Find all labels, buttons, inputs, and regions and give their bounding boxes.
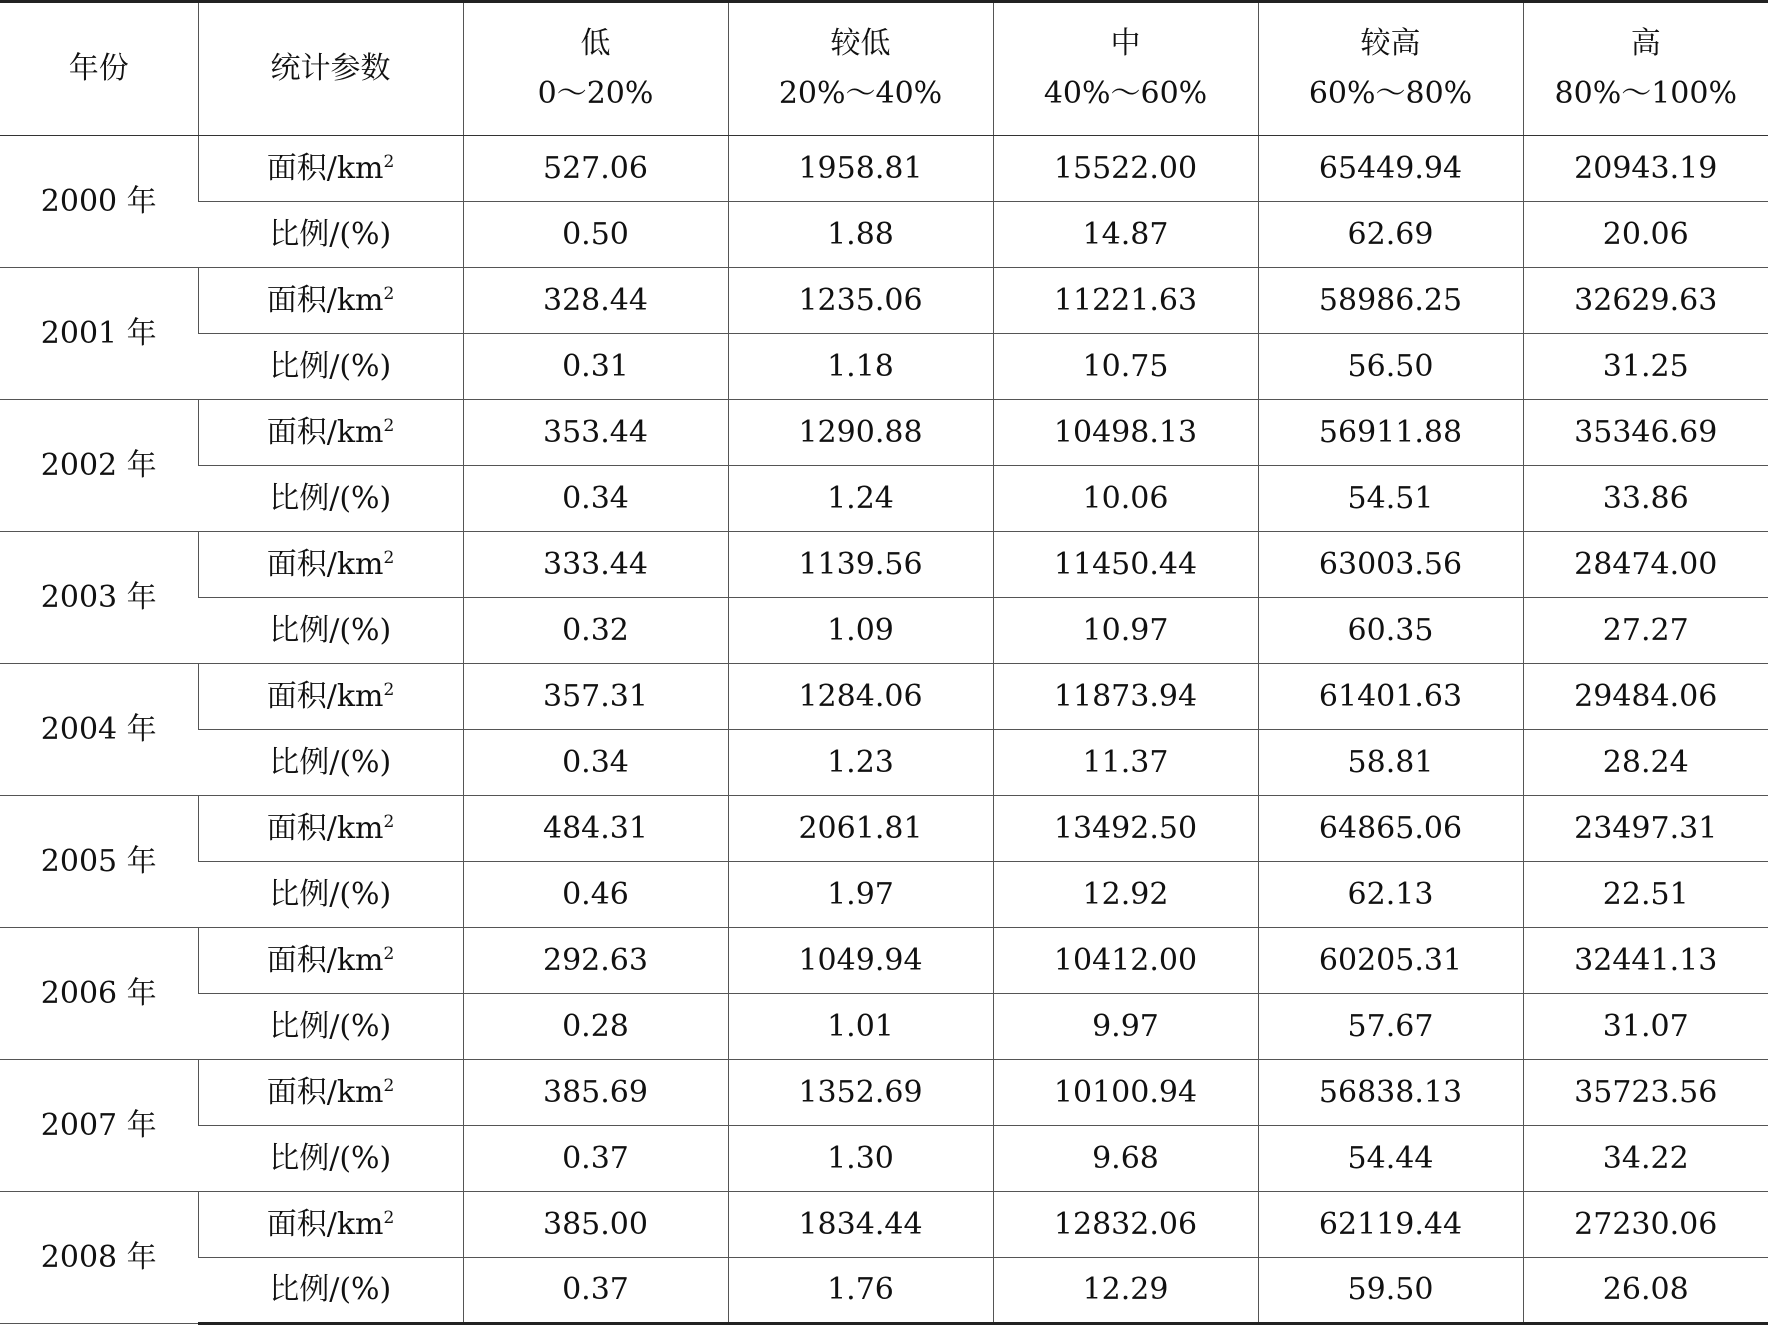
- header-year: 年份: [0, 2, 198, 136]
- param-ratio-label: 比例/(%): [198, 202, 463, 268]
- area-value-cell: 1235.06: [728, 268, 993, 334]
- ratio-value-cell: 11.37: [993, 730, 1258, 796]
- ratio-value-cell: 0.28: [463, 994, 728, 1060]
- table-row: [0, 136, 1768, 202]
- level-range: 40%～60%: [1043, 76, 1208, 111]
- table-row: [0, 400, 1768, 466]
- area-label-text: 面积/km: [266, 1074, 384, 1110]
- year-cell: 2001 年: [0, 268, 198, 400]
- area-label-text: 面积/km: [266, 282, 384, 318]
- area-value-cell: 357.31: [463, 664, 728, 730]
- ratio-value-cell: 58.81: [1258, 730, 1523, 796]
- table-row: [0, 730, 1768, 796]
- area-value-cell: 23497.31: [1523, 796, 1768, 862]
- param-ratio-label: 比例/(%): [198, 334, 463, 400]
- year-cell: 2000 年: [0, 136, 198, 268]
- table-row: [0, 532, 1768, 598]
- area-value-cell: 10100.94: [993, 1060, 1258, 1126]
- ratio-value-cell: 57.67: [1258, 994, 1523, 1060]
- area-value-cell: 353.44: [463, 400, 728, 466]
- table-row: [0, 598, 1768, 664]
- ratio-value-cell: 0.46: [463, 862, 728, 928]
- ratio-value-cell: 31.25: [1523, 334, 1768, 400]
- ratio-value-cell: 28.24: [1523, 730, 1768, 796]
- area-value-cell: 1958.81: [728, 136, 993, 202]
- param-ratio-label: 比例/(%): [198, 1258, 463, 1324]
- area-unit-superscript: 2: [383, 943, 395, 964]
- level-name: 较高: [1360, 26, 1421, 61]
- area-label-text: 面积/km: [266, 414, 384, 450]
- table-row: [0, 862, 1768, 928]
- ratio-value-cell: 1.88: [728, 202, 993, 268]
- area-unit-superscript: 2: [383, 415, 395, 436]
- area-value-cell: 1352.69: [728, 1060, 993, 1126]
- area-value-cell: 13492.50: [993, 796, 1258, 862]
- year-cell: 2004 年: [0, 664, 198, 796]
- area-value-cell: 61401.63: [1258, 664, 1523, 730]
- area-value-cell: 333.44: [463, 532, 728, 598]
- year-cell: 2003 年: [0, 532, 198, 664]
- ratio-value-cell: 0.34: [463, 466, 728, 532]
- area-label-text: 面积/km: [266, 678, 384, 714]
- ratio-value-cell: 1.09: [728, 598, 993, 664]
- area-value-cell: 56911.88: [1258, 400, 1523, 466]
- param-ratio-label: 比例/(%): [198, 994, 463, 1060]
- header-param: 统计参数: [198, 2, 463, 136]
- area-value-cell: 58986.25: [1258, 268, 1523, 334]
- area-unit-superscript: 2: [383, 283, 395, 304]
- table-row: [0, 202, 1768, 268]
- param-area-label: [198, 664, 463, 730]
- area-value-cell: 10498.13: [993, 400, 1258, 466]
- table-header: [0, 2, 1768, 136]
- ratio-value-cell: 10.06: [993, 466, 1258, 532]
- ratio-value-cell: 33.86: [1523, 466, 1768, 532]
- param-area-label: [198, 268, 463, 334]
- year-cell: 2008 年: [0, 1192, 198, 1324]
- header-level-high: [1523, 2, 1768, 136]
- year-cell: 2002 年: [0, 400, 198, 532]
- area-value-cell: 484.31: [463, 796, 728, 862]
- area-label-text: 面积/km: [266, 810, 384, 846]
- param-ratio-label: 比例/(%): [198, 598, 463, 664]
- area-value-cell: 32441.13: [1523, 928, 1768, 994]
- ratio-value-cell: 26.08: [1523, 1258, 1768, 1324]
- param-ratio-label: 比例/(%): [198, 1126, 463, 1192]
- ratio-value-cell: 60.35: [1258, 598, 1523, 664]
- ratio-value-cell: 1.24: [728, 466, 993, 532]
- ratio-value-cell: 12.29: [993, 1258, 1258, 1324]
- level-range: 0～20%: [537, 76, 654, 111]
- area-unit-superscript: 2: [383, 679, 395, 700]
- area-value-cell: 29484.06: [1523, 664, 1768, 730]
- ratio-value-cell: 0.31: [463, 334, 728, 400]
- area-unit-superscript: 2: [383, 1075, 395, 1096]
- area-value-cell: 11873.94: [993, 664, 1258, 730]
- ratio-value-cell: 22.51: [1523, 862, 1768, 928]
- header-level-low: [463, 2, 728, 136]
- ratio-value-cell: 1.76: [728, 1258, 993, 1324]
- area-value-cell: 1834.44: [728, 1192, 993, 1258]
- area-value-cell: 10412.00: [993, 928, 1258, 994]
- param-area-label: [198, 400, 463, 466]
- area-value-cell: 60205.31: [1258, 928, 1523, 994]
- area-value-cell: 292.63: [463, 928, 728, 994]
- ratio-value-cell: 0.37: [463, 1258, 728, 1324]
- table-row: [0, 1258, 1768, 1324]
- ratio-value-cell: 1.01: [728, 994, 993, 1060]
- ratio-value-cell: 9.68: [993, 1126, 1258, 1192]
- ratio-value-cell: 10.75: [993, 334, 1258, 400]
- area-value-cell: 64865.06: [1258, 796, 1523, 862]
- area-value-cell: 63003.56: [1258, 532, 1523, 598]
- table-row: [0, 466, 1768, 532]
- ratio-value-cell: 0.32: [463, 598, 728, 664]
- level-range: 80%～100%: [1554, 76, 1737, 111]
- ratio-value-cell: 0.37: [463, 1126, 728, 1192]
- area-value-cell: 385.69: [463, 1060, 728, 1126]
- year-cell: 2006 年: [0, 928, 198, 1060]
- header-level-medium: [993, 2, 1258, 136]
- area-value-cell: 1049.94: [728, 928, 993, 994]
- ratio-value-cell: 0.34: [463, 730, 728, 796]
- area-value-cell: 15522.00: [993, 136, 1258, 202]
- area-label-text: 面积/km: [266, 1206, 384, 1242]
- header-level-higher: [1258, 2, 1523, 136]
- area-value-cell: 56838.13: [1258, 1060, 1523, 1126]
- ratio-value-cell: 54.44: [1258, 1126, 1523, 1192]
- area-value-cell: 2061.81: [728, 796, 993, 862]
- param-area-label: [198, 136, 463, 202]
- param-ratio-label: 比例/(%): [198, 730, 463, 796]
- ratio-value-cell: 31.07: [1523, 994, 1768, 1060]
- table-row: [0, 664, 1768, 730]
- area-value-cell: 27230.06: [1523, 1192, 1768, 1258]
- level-name: 高: [1630, 26, 1661, 61]
- area-unit-superscript: 2: [383, 811, 395, 832]
- param-area-label: [198, 796, 463, 862]
- area-value-cell: 65449.94: [1258, 136, 1523, 202]
- area-unit-superscript: 2: [383, 1207, 395, 1228]
- ratio-value-cell: 10.97: [993, 598, 1258, 664]
- param-area-label: [198, 1192, 463, 1258]
- ratio-value-cell: 27.27: [1523, 598, 1768, 664]
- header-level-lower: [728, 2, 993, 136]
- level-range: 20%～40%: [778, 76, 943, 111]
- header-row: [0, 2, 1768, 136]
- ratio-value-cell: 1.23: [728, 730, 993, 796]
- area-value-cell: 1284.06: [728, 664, 993, 730]
- param-ratio-label: 比例/(%): [198, 862, 463, 928]
- ratio-value-cell: 54.51: [1258, 466, 1523, 532]
- area-unit-superscript: 2: [383, 547, 395, 568]
- area-value-cell: 62119.44: [1258, 1192, 1523, 1258]
- ratio-value-cell: 59.50: [1258, 1258, 1523, 1324]
- table-row: [0, 796, 1768, 862]
- area-value-cell: 328.44: [463, 268, 728, 334]
- ratio-value-cell: 12.92: [993, 862, 1258, 928]
- table-row: [0, 334, 1768, 400]
- area-value-cell: 11450.44: [993, 532, 1258, 598]
- table-row: [0, 928, 1768, 994]
- ratio-value-cell: 1.18: [728, 334, 993, 400]
- table-body: [0, 136, 1768, 1324]
- table-row: [0, 1060, 1768, 1126]
- ratio-value-cell: 56.50: [1258, 334, 1523, 400]
- ratio-value-cell: 9.97: [993, 994, 1258, 1060]
- area-value-cell: 385.00: [463, 1192, 728, 1258]
- ratio-value-cell: 1.30: [728, 1126, 993, 1192]
- param-ratio-label: 比例/(%): [198, 466, 463, 532]
- area-value-cell: 12832.06: [993, 1192, 1258, 1258]
- area-value-cell: 32629.63: [1523, 268, 1768, 334]
- ratio-value-cell: 34.22: [1523, 1126, 1768, 1192]
- area-value-cell: 28474.00: [1523, 532, 1768, 598]
- level-name: 较低: [830, 26, 891, 61]
- param-area-label: [198, 532, 463, 598]
- area-label-text: 面积/km: [266, 546, 384, 582]
- ratio-value-cell: 14.87: [993, 202, 1258, 268]
- param-area-label: [198, 1060, 463, 1126]
- area-value-cell: 11221.63: [993, 268, 1258, 334]
- level-range: 60%～80%: [1308, 76, 1473, 111]
- area-value-cell: 527.06: [463, 136, 728, 202]
- table-row: [0, 1192, 1768, 1258]
- area-value-cell: 35723.56: [1523, 1060, 1768, 1126]
- table-row: [0, 1126, 1768, 1192]
- param-area-label: [198, 928, 463, 994]
- level-name: 中: [1110, 26, 1141, 61]
- table-row: [0, 994, 1768, 1060]
- area-value-cell: 20943.19: [1523, 136, 1768, 202]
- table-row: [0, 268, 1768, 334]
- area-value-cell: 1290.88: [728, 400, 993, 466]
- area-label-text: 面积/km: [266, 150, 384, 186]
- area-unit-superscript: 2: [383, 151, 395, 172]
- area-label-text: 面积/km: [266, 942, 384, 978]
- ratio-value-cell: 1.97: [728, 862, 993, 928]
- area-value-cell: 1139.56: [728, 532, 993, 598]
- ratio-value-cell: 20.06: [1523, 202, 1768, 268]
- area-value-cell: 35346.69: [1523, 400, 1768, 466]
- ratio-value-cell: 0.50: [463, 202, 728, 268]
- ratio-value-cell: 62.69: [1258, 202, 1523, 268]
- level-name: 低: [580, 26, 611, 61]
- ratio-value-cell: 62.13: [1258, 862, 1523, 928]
- year-cell: 2005 年: [0, 796, 198, 928]
- year-cell: 2007 年: [0, 1060, 198, 1192]
